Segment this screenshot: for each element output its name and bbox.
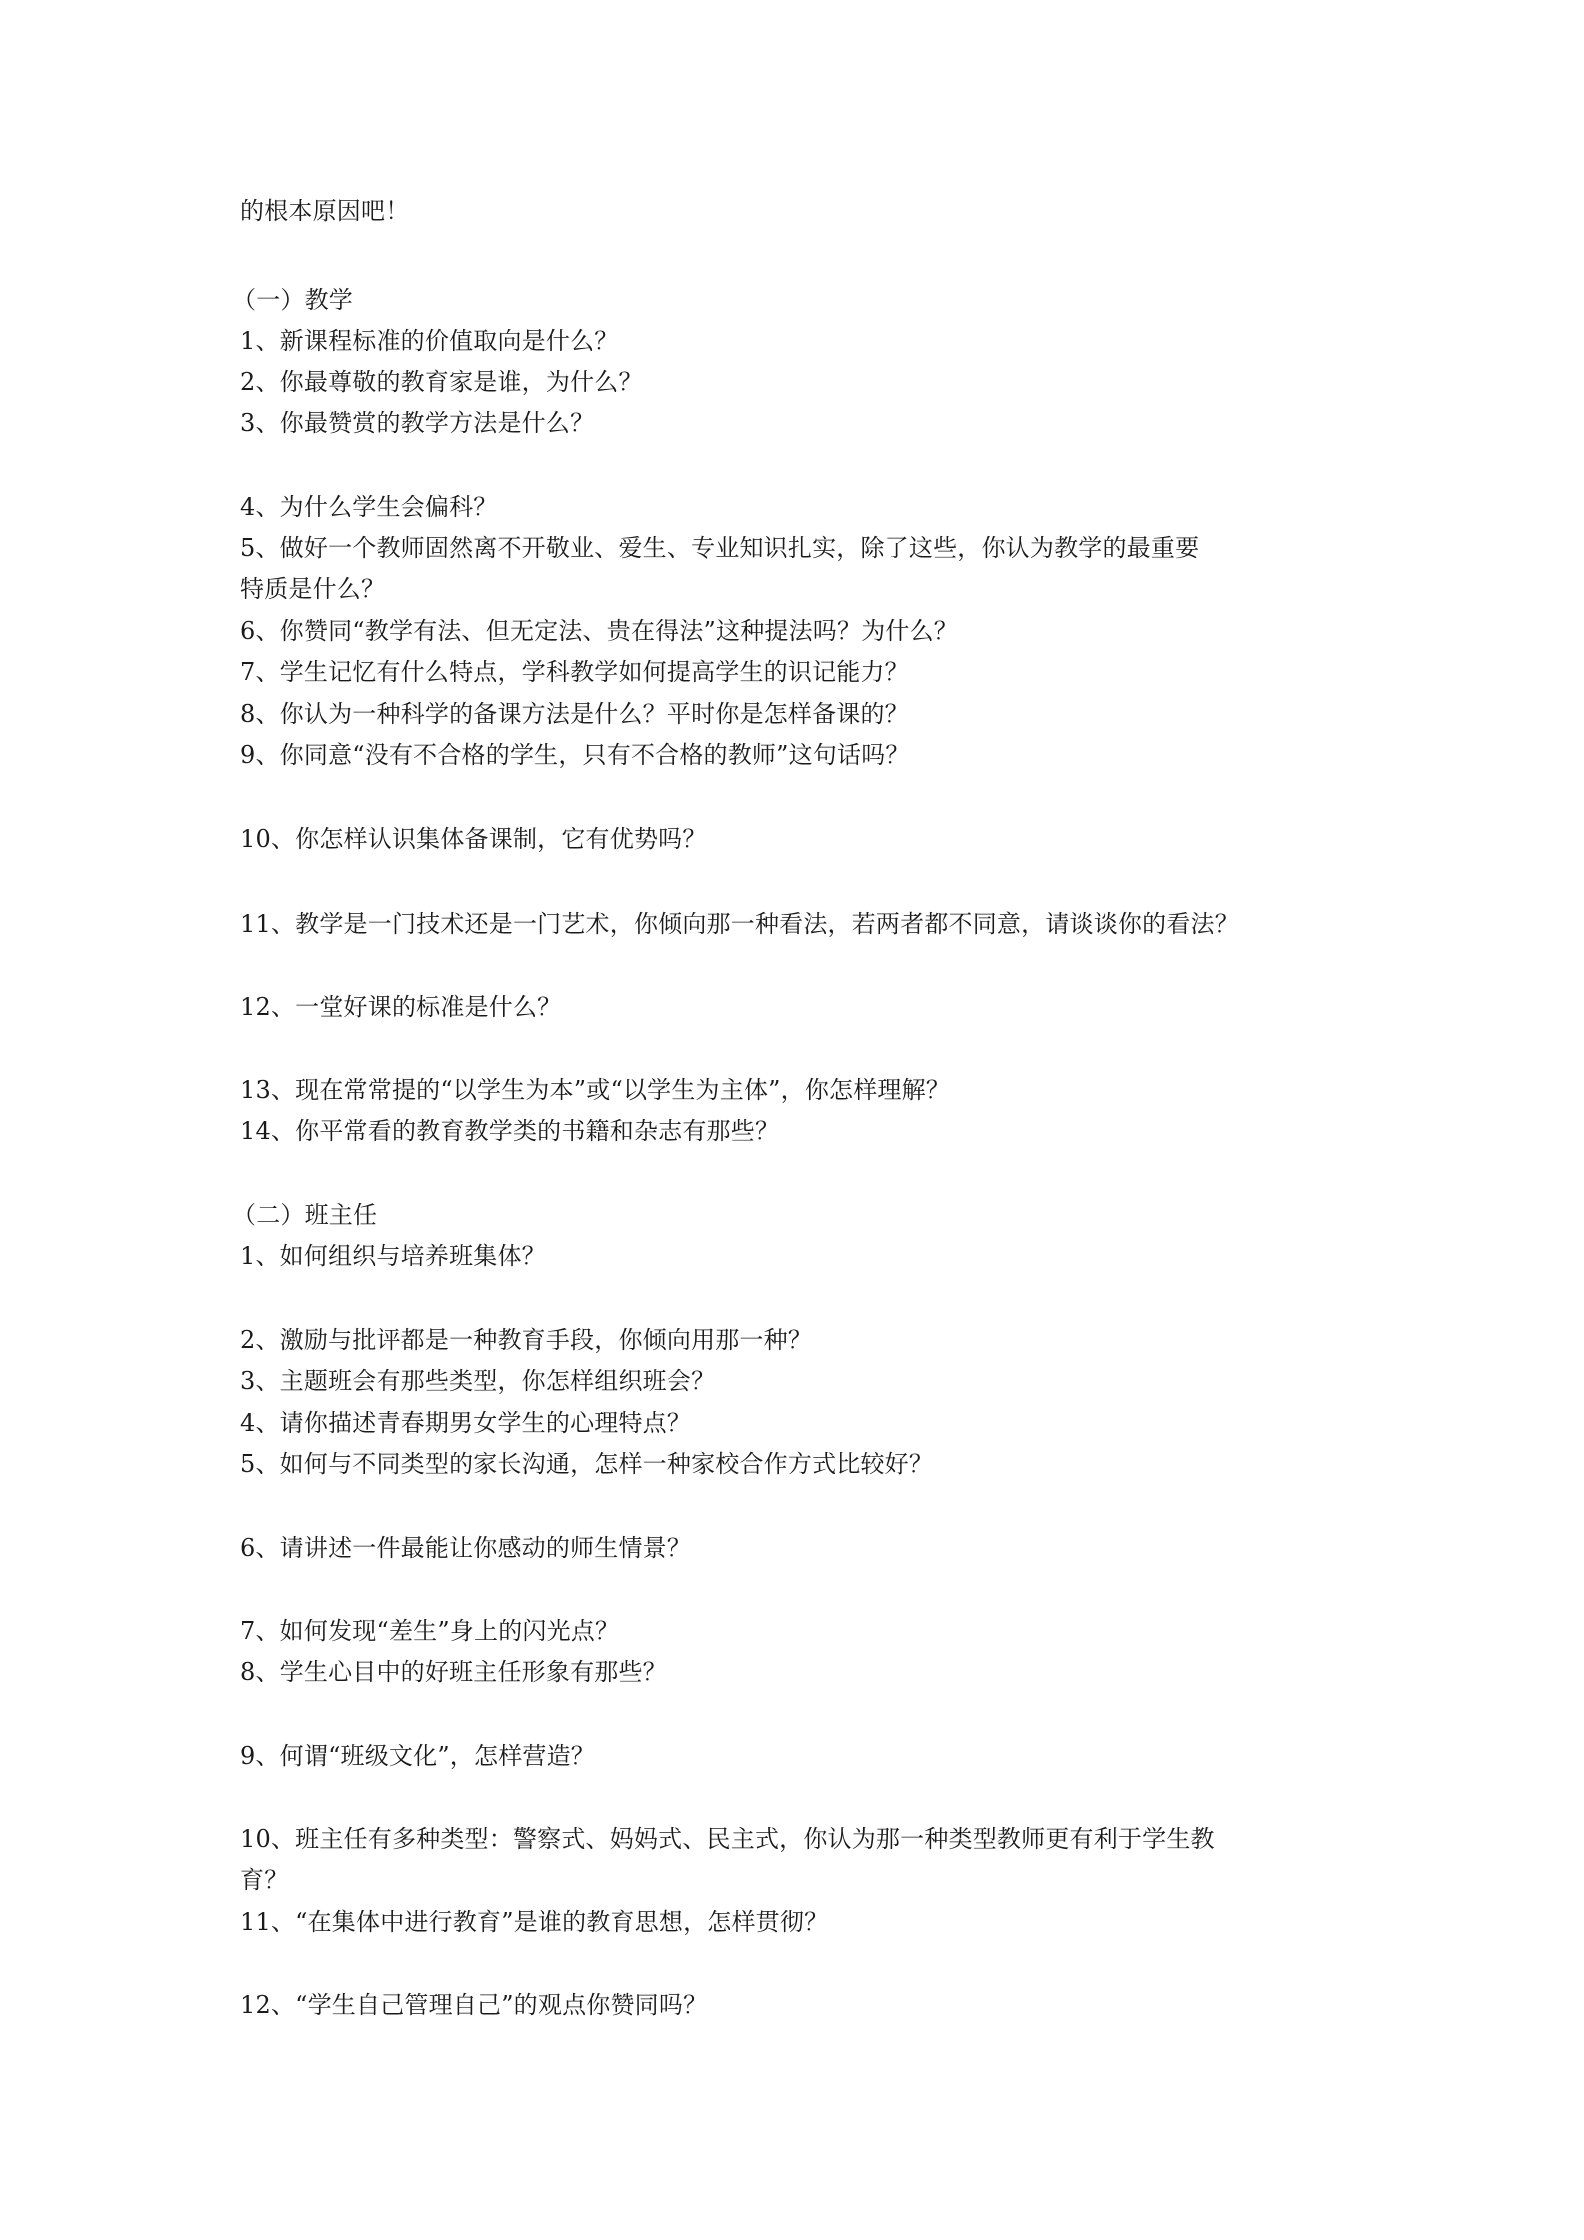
section-2-title: （二）班主任 [232, 1201, 378, 1229]
section-1-question-10: 10、你怎样认识集体备课制，它有优势吗？ [240, 825, 707, 853]
section-2-question-1: 1、如何组织与培养班集体？ [240, 1242, 546, 1270]
section-1-question-11: 11、教学是一门技术还是一门艺术，你倾向那一种看法，若两者都不同意，请谈谈你的看法？ [240, 910, 1239, 938]
section-2-question-6: 6、请讲述一件最能让你感动的师生情景？ [240, 1534, 692, 1562]
section-2-question-8: 8、学生心目中的好班主任形象有那些？ [240, 1658, 667, 1686]
section-1-question-4: 4、为什么学生会偏科？ [240, 493, 498, 521]
section-1-question-7: 7、学生记忆有什么特点，学科教学如何提高学生的识记能力？ [240, 658, 909, 686]
section-2-question-10-line-1: 10、班主任有多种类型：警察式、妈妈式、民主式，你认为那一种类型教师更有利于学生教 [240, 1825, 1215, 1853]
section-1-question-12: 12、一堂好课的标准是什么？ [240, 993, 562, 1021]
section-1-question-8: 8、你认为一种科学的备课方法是什么？平时你是怎样备课的？ [240, 700, 909, 728]
section-1-question-5-line-1: 5、做好一个教师固然离不开敬业、爱生、专业知识扎实，除了这些，你认为教学的最重要 [240, 534, 1200, 562]
section-2-question-5: 5、如何与不同类型的家长沟通，怎样一种家校合作方式比较好？ [240, 1450, 934, 1478]
section-1-title: （一）教学 [232, 286, 353, 314]
section-2-question-3: 3、主题班会有那些类型，你怎样组织班会？ [240, 1367, 716, 1395]
section-1-question-2: 2、你最尊敬的教育家是谁，为什么？ [240, 368, 643, 396]
section-2-question-10-line-2: 育？ [240, 1866, 289, 1894]
section-1-question-3: 3、你最赞赏的教学方法是什么？ [240, 409, 595, 437]
section-1-question-1: 1、新课程标准的价值取向是什么？ [240, 327, 619, 355]
section-2-question-12: 12、“学生自己管理自己”的观点你赞同吗？ [240, 1991, 708, 2019]
section-2-question-2: 2、激励与批评都是一种教育手段，你倾向用那一种？ [240, 1326, 813, 1354]
intro-text: 的根本原因吧！ [240, 197, 410, 225]
section-1-question-5-line-2: 特质是什么？ [240, 575, 386, 603]
section-2-question-9: 9、何谓“班级文化”，怎样营造？ [240, 1742, 596, 1770]
section-1-question-13: 13、现在常常提的“以学生为本”或“以学生为主体”，你怎样理解？ [240, 1076, 951, 1104]
section-2-question-4: 4、请你描述青春期男女学生的心理特点？ [240, 1409, 692, 1437]
section-1-question-9: 9、你同意“没有不合格的学生，只有不合格的教师”这句话吗？ [240, 741, 910, 769]
section-1-question-14: 14、你平常看的教育教学类的书籍和杂志有那些？ [240, 1117, 780, 1145]
section-1-question-6: 6、你赞同“教学有法、但无定法、贵在得法”这种提法吗？为什么？ [240, 617, 959, 645]
section-2-question-7: 7、如何发现“差生”身上的闪光点？ [240, 1617, 620, 1645]
section-2-question-11: 11、“在集体中进行教育”是谁的教育思想，怎样贯彻？ [240, 1908, 829, 1936]
